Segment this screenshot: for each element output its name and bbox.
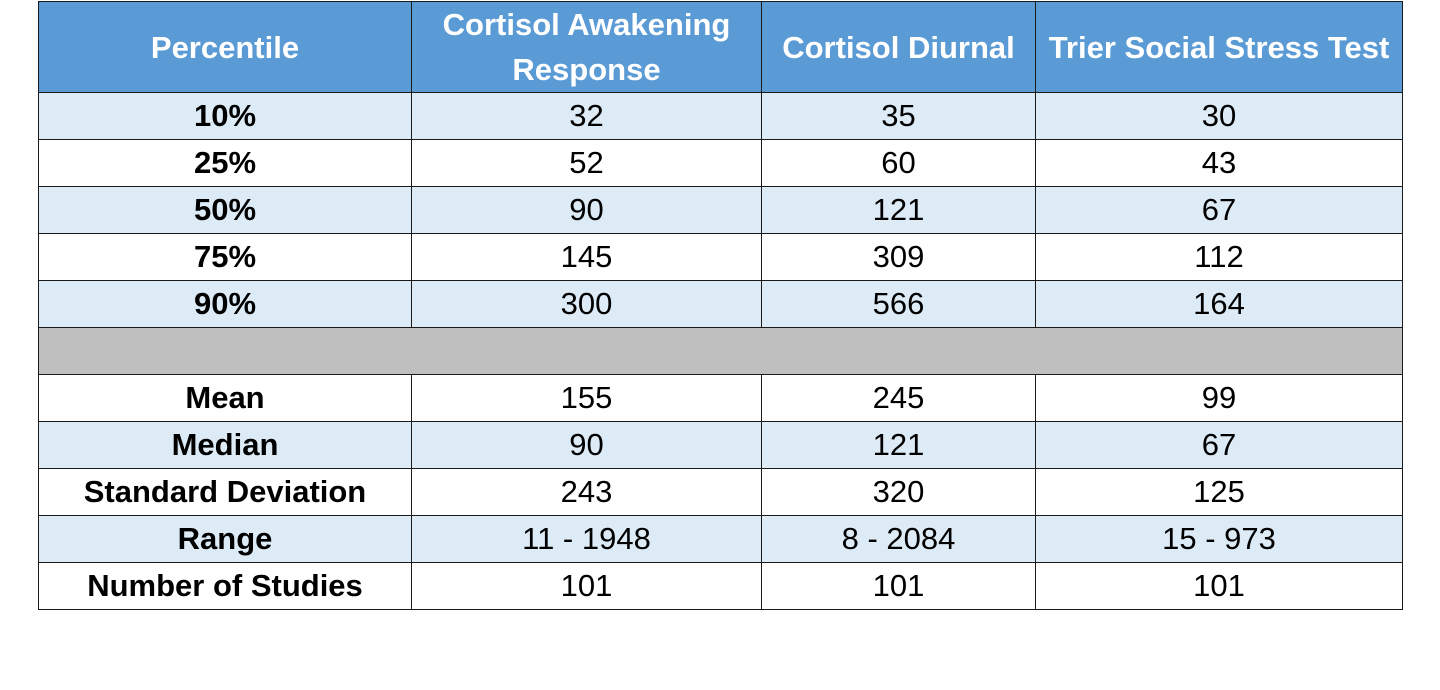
row-label: Number of Studies <box>39 563 412 610</box>
header-cortisol-awakening-response: Cortisol Awakening Response <box>412 2 762 93</box>
cell-diurnal: 245 <box>762 375 1036 422</box>
row-label: 50% <box>39 187 412 234</box>
cell-car: 52 <box>412 140 762 187</box>
header-cortisol-diurnal: Cortisol Diurnal <box>762 2 1036 93</box>
cell-diurnal: 101 <box>762 563 1036 610</box>
table-row <box>39 422 1403 469</box>
cell-tsst: 15 - 973 <box>1036 516 1403 563</box>
table-header <box>39 2 1403 93</box>
row-label: 10% <box>39 93 412 140</box>
cell-diurnal: 309 <box>762 234 1036 281</box>
row-label: 25% <box>39 140 412 187</box>
row-label: 75% <box>39 234 412 281</box>
cell-car: 90 <box>412 422 762 469</box>
cell-tsst: 164 <box>1036 281 1403 328</box>
cell-tsst: 67 <box>1036 187 1403 234</box>
row-label: Range <box>39 516 412 563</box>
table-row <box>39 140 1403 187</box>
cell-car: 32 <box>412 93 762 140</box>
cell-diurnal: 320 <box>762 469 1036 516</box>
table-row <box>39 516 1403 563</box>
separator-cell <box>39 328 1403 375</box>
cell-tsst: 112 <box>1036 234 1403 281</box>
cell-tsst: 43 <box>1036 140 1403 187</box>
cell-tsst: 99 <box>1036 375 1403 422</box>
table-row <box>39 281 1403 328</box>
table-row <box>39 234 1403 281</box>
cell-diurnal: 121 <box>762 187 1036 234</box>
cell-car: 11 - 1948 <box>412 516 762 563</box>
table-row <box>39 375 1403 422</box>
cell-car: 101 <box>412 563 762 610</box>
row-label: Median <box>39 422 412 469</box>
table-body <box>39 93 1403 610</box>
header-trier-social-stress-test: Trier Social Stress Test <box>1036 2 1403 93</box>
cell-diurnal: 60 <box>762 140 1036 187</box>
row-label: Mean <box>39 375 412 422</box>
table-row <box>39 469 1403 516</box>
cell-car: 300 <box>412 281 762 328</box>
cell-diurnal: 121 <box>762 422 1036 469</box>
header-percentile: Percentile <box>39 2 412 93</box>
cell-tsst: 101 <box>1036 563 1403 610</box>
separator-row <box>39 328 1403 375</box>
cell-car: 90 <box>412 187 762 234</box>
table-row <box>39 93 1403 140</box>
table-row <box>39 187 1403 234</box>
table-row <box>39 563 1403 610</box>
row-label: Standard Deviation <box>39 469 412 516</box>
cell-tsst: 67 <box>1036 422 1403 469</box>
statistics-table <box>38 1 1403 610</box>
cell-car: 243 <box>412 469 762 516</box>
cell-diurnal: 566 <box>762 281 1036 328</box>
cell-diurnal: 35 <box>762 93 1036 140</box>
row-label: 90% <box>39 281 412 328</box>
header-row <box>39 2 1403 93</box>
cell-tsst: 30 <box>1036 93 1403 140</box>
cell-diurnal: 8 - 2084 <box>762 516 1036 563</box>
cell-tsst: 125 <box>1036 469 1403 516</box>
cell-car: 155 <box>412 375 762 422</box>
cell-car: 145 <box>412 234 762 281</box>
